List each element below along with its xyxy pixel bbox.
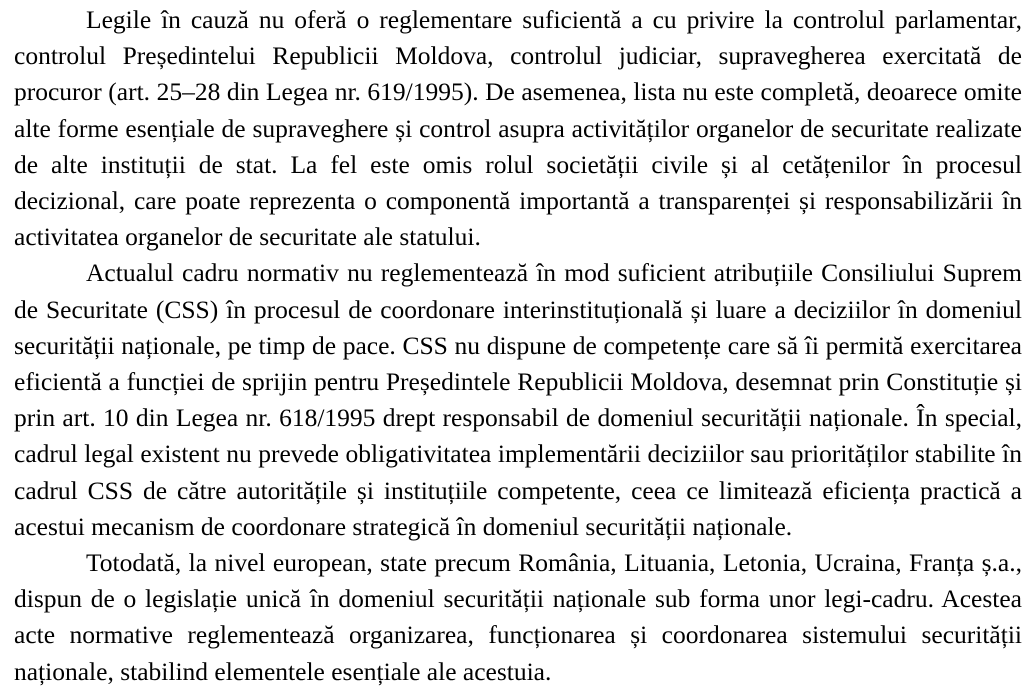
document-paragraph-1: Legile în cauză nu oferă o reglementare suficientă a cu privire la controlul parlamentar, controlul Președintelui Republicii Moldova, controlul judiciar, supravegherea exercitată de procuror (art. 25–28 din Legea nr. 619/1995). De asemenea, lista nu este completă, deoarece omite alte forme esențiale de supraveghere și control asupra activităților organelor de securitate realizate de alte instituții de stat. La fel este omis rolul societății civile și al cetățenilor în procesul decizional, care poate reprezenta o componentă importantă a transparenței și responsabilizării în activitatea organelor de securitate ale statului. bbox=[14, 5, 1022, 252]
document-paragraph-2: Actualul cadru normativ nu reglementează în mod suficient atribuțiile Consiliului Suprem de Securitate (CSS) în procesul de coordonare interinstituțională și luare a deciziilor în domeniul securității naționale, pe timp de pace. CSS nu dispune de competențe care să îi permită exercitarea eficientă a funcției de sprijin pentru Președintele Republicii Moldova, desemnat prin Constituție și prin art. 10 din Legea nr. 618/1995 drept responsabil de domeniul securității naționale. În special, cadrul legal existent nu prevede obligativitatea implementării deciziilor sau priorităților stabilite în cadrul CSS de către autoritățile și instituțiile competente, ceea ce limitează eficiența practică a acestui mecanism de coordonare strategică în domeniul securității naționale. bbox=[14, 258, 1022, 541]
document-paragraph-3: Totodată, la nivel european, state precum România, Lituania, Letonia, Ucraina, Franța ș.a., dispun de o legislație unică în domeniul securității naționale sub forma unor legi-cadru. Acestea acte normative reglementează organizarea, funcționarea și coordonarea sistemului securității naționale, stabilind elementele esențiale ale acestuia. bbox=[14, 548, 1022, 686]
